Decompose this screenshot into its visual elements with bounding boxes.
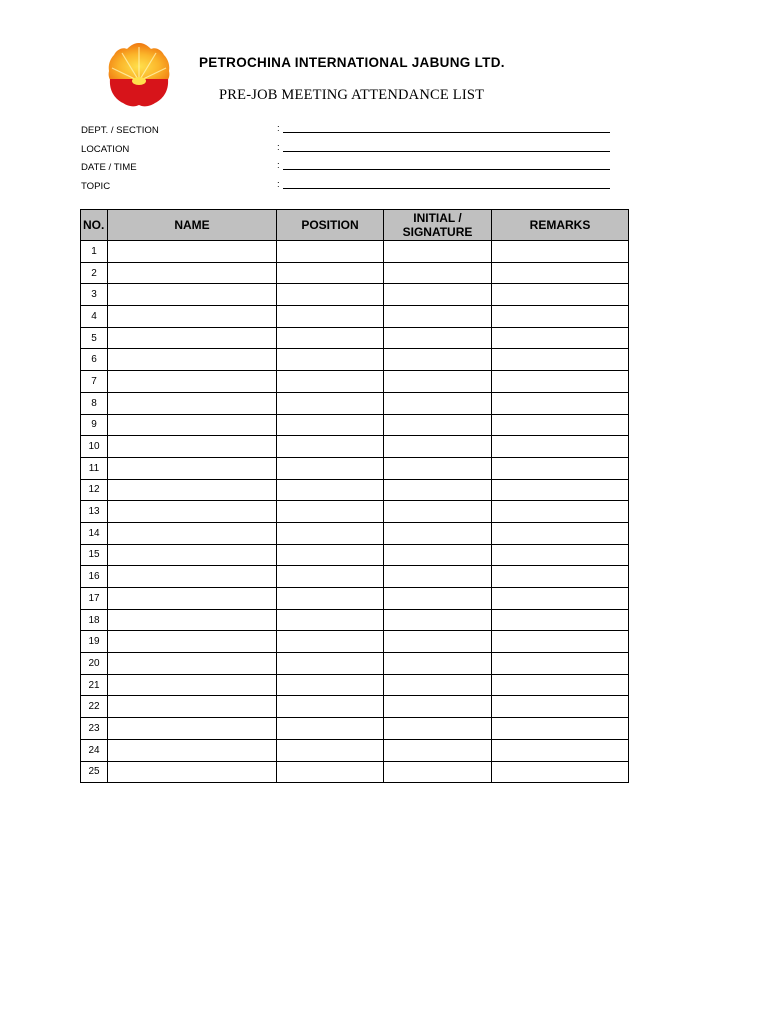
remarks-cell[interactable] — [492, 588, 629, 610]
remarks-cell[interactable] — [492, 241, 629, 263]
document-title: PRE-JOB MEETING ATTENDANCE LIST — [219, 87, 485, 103]
remarks-cell[interactable] — [492, 739, 629, 761]
signature-cell[interactable] — [384, 609, 492, 631]
position-cell[interactable] — [277, 501, 384, 523]
remarks-cell[interactable] — [492, 696, 629, 718]
table-row — [81, 392, 629, 414]
row-number: 12 — [81, 479, 108, 501]
attendance-table — [80, 209, 629, 783]
remarks-cell[interactable] — [492, 718, 629, 740]
name-cell[interactable] — [108, 718, 277, 740]
name-cell[interactable] — [108, 327, 277, 349]
name-cell[interactable] — [108, 349, 277, 371]
position-cell[interactable] — [277, 349, 384, 371]
row-number: 9 — [81, 414, 108, 436]
signature-cell[interactable] — [384, 241, 492, 263]
position-cell[interactable] — [277, 609, 384, 631]
remarks-cell[interactable] — [492, 327, 629, 349]
attendance-table-body — [81, 241, 629, 783]
field-dept-section — [81, 123, 621, 142]
row-number: 14 — [81, 522, 108, 544]
signature-cell[interactable] — [384, 588, 492, 610]
date-time-field[interactable] — [283, 169, 610, 170]
location-field[interactable] — [283, 151, 610, 152]
row-number: 20 — [81, 653, 108, 675]
position-cell[interactable] — [277, 739, 384, 761]
row-number: 18 — [81, 609, 108, 631]
table-row — [81, 284, 629, 306]
table-row — [81, 696, 629, 718]
remarks-cell[interactable] — [492, 349, 629, 371]
field-label: DEPT. / SECTION — [81, 125, 159, 136]
row-number: 5 — [81, 327, 108, 349]
position-cell[interactable] — [277, 718, 384, 740]
petrochina-logo-icon — [107, 41, 171, 109]
position-cell[interactable] — [277, 631, 384, 653]
name-cell[interactable] — [108, 696, 277, 718]
meeting-info-fields — [81, 123, 621, 198]
name-cell[interactable] — [108, 262, 277, 284]
column-header-no: NO. — [81, 210, 108, 241]
table-row — [81, 609, 629, 631]
row-number: 7 — [81, 371, 108, 393]
row-number: 19 — [81, 631, 108, 653]
field-date-time — [81, 160, 621, 179]
table-row — [81, 761, 629, 783]
name-cell[interactable] — [108, 739, 277, 761]
table-row — [81, 327, 629, 349]
remarks-cell[interactable] — [492, 761, 629, 783]
company-name: PETROCHINA INTERNATIONAL JABUNG LTD. — [199, 55, 505, 70]
name-cell[interactable] — [108, 371, 277, 393]
remarks-cell[interactable] — [492, 501, 629, 523]
field-label: TOPIC — [81, 181, 111, 193]
remarks-cell[interactable] — [492, 306, 629, 328]
position-cell[interactable] — [277, 566, 384, 588]
table-row — [81, 262, 629, 284]
remarks-cell[interactable] — [492, 674, 629, 696]
name-cell[interactable] — [108, 522, 277, 544]
row-number: 15 — [81, 544, 108, 566]
row-number: 1 — [81, 241, 108, 263]
signature-cell[interactable] — [384, 631, 492, 653]
remarks-cell[interactable] — [492, 262, 629, 284]
name-cell[interactable] — [108, 436, 277, 458]
row-number: 22 — [81, 696, 108, 718]
position-cell[interactable] — [277, 588, 384, 610]
row-number: 10 — [81, 436, 108, 458]
signature-cell[interactable] — [384, 761, 492, 783]
position-cell[interactable] — [277, 436, 384, 458]
position-cell[interactable] — [277, 544, 384, 566]
position-cell[interactable] — [277, 262, 384, 284]
topic-field[interactable] — [283, 188, 610, 189]
signature-cell[interactable] — [384, 306, 492, 328]
signature-cell[interactable] — [384, 371, 492, 393]
table-row — [81, 479, 629, 501]
column-header-position: POSITION — [277, 210, 384, 241]
column-header-remarks: REMARKS — [492, 210, 629, 241]
table-row — [81, 349, 629, 371]
position-cell[interactable] — [277, 371, 384, 393]
table-row — [81, 544, 629, 566]
signature-cell[interactable] — [384, 653, 492, 675]
table-row — [81, 371, 629, 393]
signature-cell[interactable] — [384, 349, 492, 371]
field-location — [81, 142, 621, 161]
name-cell[interactable] — [108, 306, 277, 328]
remarks-cell[interactable] — [492, 566, 629, 588]
position-cell[interactable] — [277, 696, 384, 718]
position-cell[interactable] — [277, 522, 384, 544]
position-cell[interactable] — [277, 761, 384, 783]
remarks-cell[interactable] — [492, 479, 629, 501]
row-number: 3 — [81, 284, 108, 306]
signature-cell[interactable] — [384, 262, 492, 284]
field-colon: : — [277, 160, 280, 172]
name-cell[interactable] — [108, 566, 277, 588]
field-colon: : — [277, 141, 280, 153]
table-row — [81, 457, 629, 479]
name-cell[interactable] — [108, 392, 277, 414]
position-cell[interactable] — [277, 327, 384, 349]
position-cell[interactable] — [277, 674, 384, 696]
row-number: 2 — [81, 262, 108, 284]
dept-section-field[interactable] — [283, 132, 610, 133]
table-row — [81, 414, 629, 436]
table-row — [81, 306, 629, 328]
signature-cell[interactable] — [384, 284, 492, 306]
name-cell[interactable] — [108, 761, 277, 783]
field-colon: : — [277, 123, 280, 134]
row-number: 4 — [81, 306, 108, 328]
name-cell[interactable] — [108, 631, 277, 653]
row-number: 24 — [81, 739, 108, 761]
signature-cell[interactable] — [384, 414, 492, 436]
field-topic — [81, 179, 621, 198]
name-cell[interactable] — [108, 479, 277, 501]
field-label: LOCATION — [81, 143, 130, 155]
row-number: 25 — [81, 761, 108, 783]
row-number: 6 — [81, 349, 108, 371]
signature-cell[interactable] — [384, 327, 492, 349]
column-header-initial: INITIAL / — [413, 211, 462, 225]
name-cell[interactable] — [108, 653, 277, 675]
position-cell[interactable] — [277, 479, 384, 501]
column-header-signature: SIGNATURE — [402, 225, 473, 239]
signature-cell[interactable] — [384, 457, 492, 479]
row-number: 21 — [81, 674, 108, 696]
name-cell[interactable] — [108, 457, 277, 479]
signature-cell[interactable] — [384, 674, 492, 696]
position-cell[interactable] — [277, 306, 384, 328]
table-row — [81, 522, 629, 544]
position-cell[interactable] — [277, 414, 384, 436]
remarks-cell[interactable] — [492, 284, 629, 306]
column-header-name: NAME — [108, 210, 277, 241]
table-row — [81, 653, 629, 675]
row-number: 17 — [81, 588, 108, 610]
field-label: DATE / TIME — [81, 162, 137, 174]
signature-cell[interactable] — [384, 696, 492, 718]
signature-cell[interactable] — [384, 544, 492, 566]
position-cell[interactable] — [277, 284, 384, 306]
table-row — [81, 436, 629, 458]
remarks-cell[interactable] — [492, 631, 629, 653]
name-cell[interactable] — [108, 501, 277, 523]
table-row — [81, 674, 629, 696]
table-row — [81, 718, 629, 740]
signature-cell[interactable] — [384, 739, 492, 761]
column-header-initial-signature — [384, 210, 492, 241]
name-cell[interactable] — [108, 609, 277, 631]
row-number: 13 — [81, 501, 108, 523]
remarks-cell[interactable] — [492, 392, 629, 414]
position-cell[interactable] — [277, 653, 384, 675]
name-cell[interactable] — [108, 544, 277, 566]
table-row — [81, 501, 629, 523]
signature-cell[interactable] — [384, 436, 492, 458]
table-row — [81, 588, 629, 610]
remarks-cell[interactable] — [492, 522, 629, 544]
table-row — [81, 631, 629, 653]
row-number: 8 — [81, 392, 108, 414]
name-cell[interactable] — [108, 284, 277, 306]
name-cell[interactable] — [108, 241, 277, 263]
signature-cell[interactable] — [384, 522, 492, 544]
position-cell[interactable] — [277, 457, 384, 479]
row-number: 23 — [81, 718, 108, 740]
remarks-cell[interactable] — [492, 371, 629, 393]
remarks-cell[interactable] — [492, 414, 629, 436]
remarks-cell[interactable] — [492, 457, 629, 479]
name-cell[interactable] — [108, 588, 277, 610]
signature-cell[interactable] — [384, 566, 492, 588]
remarks-cell[interactable] — [492, 653, 629, 675]
row-number: 11 — [81, 457, 108, 479]
position-cell[interactable] — [277, 392, 384, 414]
remarks-cell[interactable] — [492, 436, 629, 458]
signature-cell[interactable] — [384, 501, 492, 523]
position-cell[interactable] — [277, 241, 384, 263]
signature-cell[interactable] — [384, 718, 492, 740]
remarks-cell[interactable] — [492, 544, 629, 566]
name-cell[interactable] — [108, 414, 277, 436]
name-cell[interactable] — [108, 674, 277, 696]
table-row — [81, 739, 629, 761]
signature-cell[interactable] — [384, 479, 492, 501]
remarks-cell[interactable] — [492, 609, 629, 631]
table-header-row — [81, 210, 629, 241]
field-colon: : — [277, 179, 280, 191]
signature-cell[interactable] — [384, 392, 492, 414]
table-row — [81, 566, 629, 588]
table-row — [81, 241, 629, 263]
row-number: 16 — [81, 566, 108, 588]
